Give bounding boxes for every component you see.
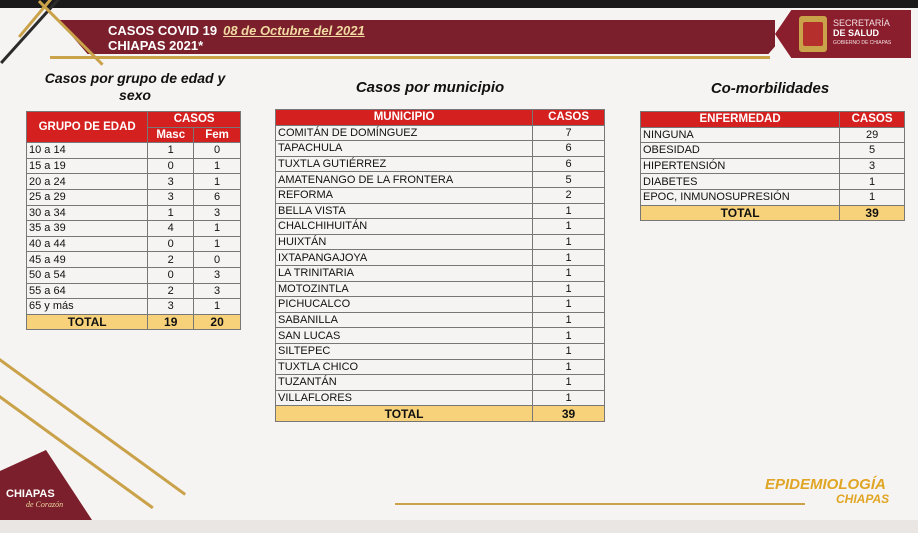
table-row [27, 189, 241, 205]
table-row [27, 283, 241, 299]
casos-cell: 5 [840, 143, 905, 159]
header-title [108, 23, 365, 38]
table-row [276, 156, 605, 172]
header-subtitle: CHIAPAS 2021* [108, 38, 204, 53]
grupo-edad-cell: 50 a 54 [27, 267, 148, 283]
table-row [276, 172, 605, 188]
col-municipio: MUNICIPIO [276, 110, 533, 126]
col-fem: Fem [194, 127, 241, 143]
enfermedad-cell: NINGUNA [641, 127, 840, 143]
masc-cell: 2 [148, 252, 194, 268]
fem-cell: 0 [194, 143, 241, 159]
header-date: 08 de Octubre del 2021 [223, 23, 365, 38]
comorbilidades-title: Co-morbilidades [710, 80, 830, 97]
table-row [276, 328, 605, 344]
table-row [276, 265, 605, 281]
col-casos: CASOS [533, 110, 605, 126]
casos-cell: 1 [533, 203, 605, 219]
total-label: TOTAL [641, 205, 840, 221]
municipio-cell: TUZANTÁN [276, 375, 533, 391]
table-row [27, 221, 241, 237]
table-row [27, 205, 241, 221]
casos-cell: 1 [533, 297, 605, 313]
masc-cell: 0 [148, 158, 194, 174]
table-row [276, 187, 605, 203]
municipio-cell: VILLAFLORES [276, 390, 533, 406]
epidemiologia-logo-line2: CHIAPAS [836, 492, 890, 506]
masc-cell: 2 [148, 283, 194, 299]
enfermedad-cell: EPOC, INMUNOSUPRESIÓN [641, 189, 840, 205]
masc-cell: 1 [148, 205, 194, 221]
municipio-cell: SABANILLA [276, 312, 533, 328]
casos-cell: 1 [533, 359, 605, 375]
table-row [641, 189, 905, 205]
col-casos: CASOS [148, 112, 241, 128]
masc-cell: 0 [148, 236, 194, 252]
grupo-edad-cell: 40 a 44 [27, 236, 148, 252]
masc-cell: 3 [148, 299, 194, 315]
casos-cell: 6 [533, 141, 605, 157]
header-top-bar [0, 0, 918, 8]
coat-of-arms-icon [799, 16, 827, 52]
municipio-cell: SILTEPEC [276, 343, 533, 359]
table-row [27, 174, 241, 190]
table-row [276, 125, 605, 141]
table-row [276, 234, 605, 250]
table-row [27, 267, 241, 283]
col-grupo-edad: GRUPO DE EDAD [27, 112, 148, 143]
municipio-table [275, 109, 605, 422]
epidemiologia-logo-line1: EPIDEMIOLOGÍA [765, 476, 886, 493]
table-row [276, 343, 605, 359]
municipio-total-row [276, 406, 605, 422]
table-row [276, 297, 605, 313]
table-row [27, 252, 241, 268]
chiapas-logo-tagline: de Corazón [26, 500, 64, 509]
municipio-cell: HUIXTÁN [276, 234, 533, 250]
municipio-cell: MOTOZINTLA [276, 281, 533, 297]
table-row [641, 174, 905, 190]
fem-cell: 3 [194, 267, 241, 283]
fem-cell: 1 [194, 299, 241, 315]
footer-bar [0, 520, 918, 533]
table-row [276, 203, 605, 219]
fem-cell: 6 [194, 189, 241, 205]
municipio-cell: SAN LUCAS [276, 328, 533, 344]
grupo-edad-cell: 25 a 29 [27, 189, 148, 205]
table-row [276, 390, 605, 406]
total-casos: 39 [533, 406, 605, 422]
masc-cell: 1 [148, 143, 194, 159]
total-masc: 19 [148, 314, 194, 330]
masc-cell: 0 [148, 267, 194, 283]
fem-cell: 0 [194, 252, 241, 268]
footer-gold-line [395, 503, 805, 505]
edad-title-line1: Casos por grupo de edad y [44, 70, 226, 86]
casos-cell: 1 [840, 189, 905, 205]
grupo-edad-cell: 20 a 24 [27, 174, 148, 190]
casos-cell: 1 [533, 328, 605, 344]
casos-cell: 5 [533, 172, 605, 188]
table-row [276, 359, 605, 375]
logo-line1: SECRETARÍA [833, 18, 890, 28]
table-row [27, 158, 241, 174]
municipio-cell: CHALCHIHUITÁN [276, 219, 533, 235]
comorbilidades-total-row [641, 205, 905, 221]
fem-cell: 3 [194, 205, 241, 221]
municipio-cell: TUXTLA GUTIÉRREZ [276, 156, 533, 172]
municipio-cell: PICHUCALCO [276, 297, 533, 313]
secretaria-salud-logo [775, 10, 911, 58]
table-row [276, 141, 605, 157]
total-casos: 39 [840, 205, 905, 221]
table-row [276, 219, 605, 235]
table-row [276, 250, 605, 266]
chiapas-logo-text: CHIAPAS [6, 488, 55, 500]
municipio-title: Casos por municipio [355, 79, 505, 96]
casos-cell: 3 [840, 158, 905, 174]
fem-cell: 1 [194, 221, 241, 237]
casos-cell: 2 [533, 187, 605, 203]
grupo-edad-cell: 55 a 64 [27, 283, 148, 299]
comorbilidades-table [640, 111, 905, 221]
casos-cell: 1 [533, 343, 605, 359]
table-row [276, 281, 605, 297]
total-label: TOTAL [276, 406, 533, 422]
municipio-cell: LA TRINITARIA [276, 265, 533, 281]
casos-cell: 1 [533, 390, 605, 406]
fem-cell: 1 [194, 174, 241, 190]
enfermedad-cell: DIABETES [641, 174, 840, 190]
total-label: TOTAL [27, 314, 148, 330]
casos-cell: 1 [840, 174, 905, 190]
municipio-cell: REFORMA [276, 187, 533, 203]
municipio-cell: COMITÁN DE DOMÍNGUEZ [276, 125, 533, 141]
municipio-cell: AMATENANGO DE LA FRONTERA [276, 172, 533, 188]
casos-cell: 1 [533, 265, 605, 281]
casos-cell: 6 [533, 156, 605, 172]
grupo-edad-cell: 30 a 34 [27, 205, 148, 221]
total-fem: 20 [194, 314, 241, 330]
casos-cell: 1 [533, 312, 605, 328]
grupo-edad-cell: 35 a 39 [27, 221, 148, 237]
enfermedad-cell: HIPERTENSIÓN [641, 158, 840, 174]
municipio-cell: BELLA VISTA [276, 203, 533, 219]
header-gold-line [50, 56, 770, 59]
table-row [641, 127, 905, 143]
masc-cell: 3 [148, 189, 194, 205]
table-row [276, 312, 605, 328]
table-row [641, 143, 905, 159]
enfermedad-cell: OBESIDAD [641, 143, 840, 159]
grupo-edad-cell: 45 a 49 [27, 252, 148, 268]
casos-cell: 1 [533, 234, 605, 250]
masc-cell: 3 [148, 174, 194, 190]
logo-line2: DE SALUD [833, 28, 880, 38]
casos-cell: 1 [533, 375, 605, 391]
grupo-edad-cell: 10 a 14 [27, 143, 148, 159]
casos-cell: 29 [840, 127, 905, 143]
col-enfermedad: ENFERMEDAD [641, 112, 840, 128]
edad-total-row [27, 314, 241, 330]
casos-cell: 1 [533, 250, 605, 266]
municipio-cell: IXTAPANGAJOYA [276, 250, 533, 266]
table-row [27, 236, 241, 252]
edad-table [26, 111, 241, 330]
chiapas-logo [0, 450, 92, 520]
table-row [27, 143, 241, 159]
fem-cell: 1 [194, 158, 241, 174]
col-masc: Masc [148, 127, 194, 143]
casos-cell: 1 [533, 281, 605, 297]
table-row [27, 299, 241, 315]
casos-cell: 1 [533, 219, 605, 235]
fem-cell: 1 [194, 236, 241, 252]
table-row [276, 375, 605, 391]
header-title-text: CASOS COVID 19 [108, 23, 218, 38]
grupo-edad-cell: 15 a 19 [27, 158, 148, 174]
casos-cell: 7 [533, 125, 605, 141]
municipio-cell: TUXTLA CHICO [276, 359, 533, 375]
grupo-edad-cell: 65 y más [27, 299, 148, 315]
col-casos: CASOS [840, 112, 905, 128]
table-row [641, 158, 905, 174]
municipio-cell: TAPACHULA [276, 141, 533, 157]
fem-cell: 3 [194, 283, 241, 299]
masc-cell: 4 [148, 221, 194, 237]
edad-title-line2: sexo [119, 87, 151, 103]
logo-line3: GOBIERNO DE CHIAPAS [833, 40, 892, 46]
edad-title [26, 70, 244, 104]
